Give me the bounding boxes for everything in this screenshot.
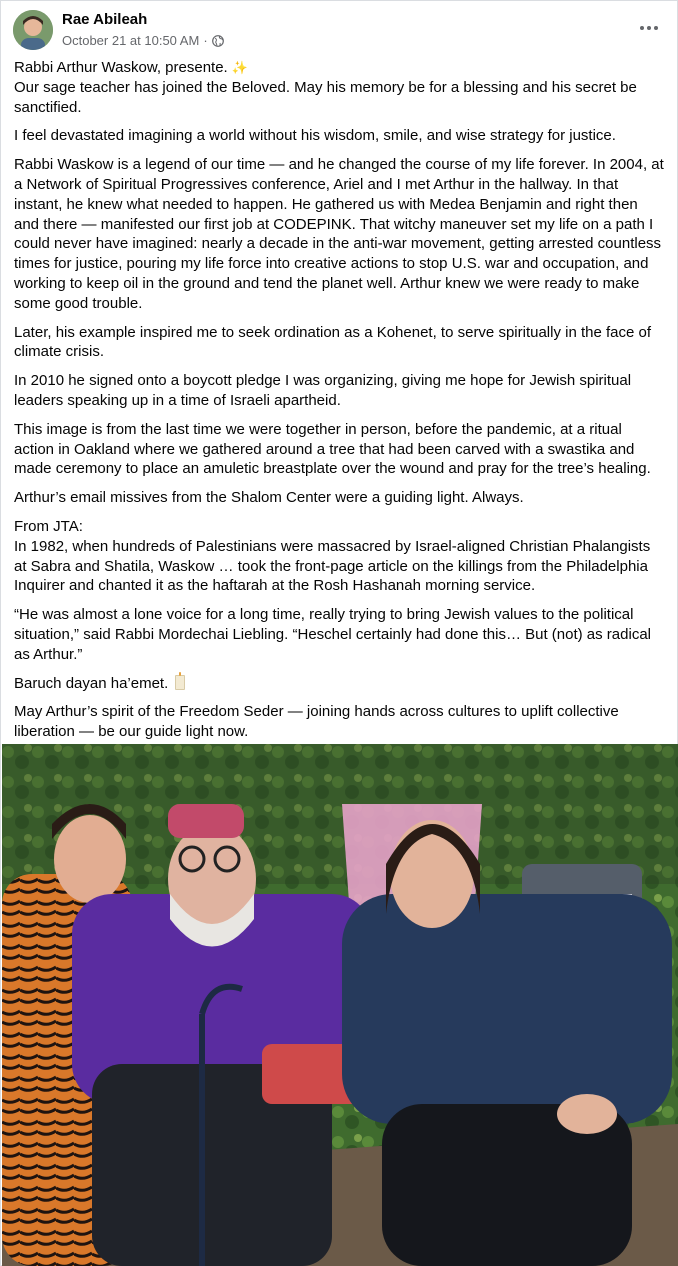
paragraph-7: Arthur’s email missives from the Shalom Center were a guiding light. Always. <box>14 489 524 507</box>
author-name[interactable]: Rae Abileah <box>62 11 148 28</box>
post-body <box>14 58 664 751</box>
candle-emoji <box>175 675 185 690</box>
paragraph-4: Later, his example inspired me to seek ordination as a Kohenet, to serve spiritually in the face of climate crisis. <box>14 323 652 361</box>
paragraph-1: Rabbi Arthur Waskow, presente. ✨ Our sage teacher has joined the Beloved. May his memory be for a blessing and his secret be sanctified. <box>14 59 637 116</box>
author-avatar[interactable] <box>13 10 53 50</box>
paragraph-6: This image is from the last time we were together in person, before the pandemic, at a ritual action in Oakland where we gathered around a tree that had been carved with a swastika and made ceremony to place an amuletic breastplate over the wound and pray for the tree’s healing. <box>14 420 651 478</box>
sparkles-emoji: ✨ <box>231 60 249 75</box>
globe-icon[interactable] <box>212 35 224 47</box>
paragraph-8: From JTA: In 1982, when hundreds of Palestinians were massacred by Israel-aligned Christian Phalangists at Sabra and Shatila, Waskow … took the front-page article on the killings from the Philadelphia Inquirer and chanted it as the haftarah at the Rosh Hashanah morning service. <box>14 517 651 595</box>
post-timestamp[interactable]: October 21 at 10:50 AM <box>62 33 200 48</box>
paragraph-11: May Arthur’s spirit of the Freedom Seder — joining hands across cultures to uplift collective liberation — be our guide light now. <box>14 703 619 741</box>
paragraph-10: Baruch dayan ha’emet. <box>14 674 664 694</box>
post-header <box>13 10 667 52</box>
paragraph-2: I feel devastated imagining a world without his wisdom, smile, and wise strategy for justice. <box>14 127 616 145</box>
post-photo[interactable] <box>2 744 678 1266</box>
post-meta <box>62 33 224 48</box>
group-photo <box>2 744 678 1266</box>
avatar-image <box>13 10 53 50</box>
more-options-icon[interactable] <box>635 18 663 38</box>
meta-separator: · <box>203 33 208 48</box>
paragraph-3: Rabbi Waskow is a legend of our time — and he changed the course of my life forever. In 2004, at a Network of Spiritual Progressives conference, Ariel and I met Arthur in the hallway. In that instant, he knew what needed to happen. He gathered us with Medea Benjamin and right then and there — manifested our first job at CODEPINK. That witchy maneuver set my life on a path I could never have imagined: nearly a decade in the anti-war movement, getting arrested countless times for justice, pouring my life force into creative actions to stop U.S. war and occupation, and working to keep oil in the ground and tend the planet well. Arthur knew we were ready to make some good trouble. <box>14 156 664 312</box>
paragraph-5: In 2010 he signed onto a boycott pledge I was organizing, giving me hope for Jewish spiritual leaders speaking up in a time of Israeli apartheid. <box>14 372 632 409</box>
paragraph-9: “He was almost a lone voice for a long time, really trying to bring Jewish values to the political situation,” said Rabbi Mordechai Liebling. “Heschel certainly had done this… But (not) as radical as Arthur.” <box>14 606 651 663</box>
